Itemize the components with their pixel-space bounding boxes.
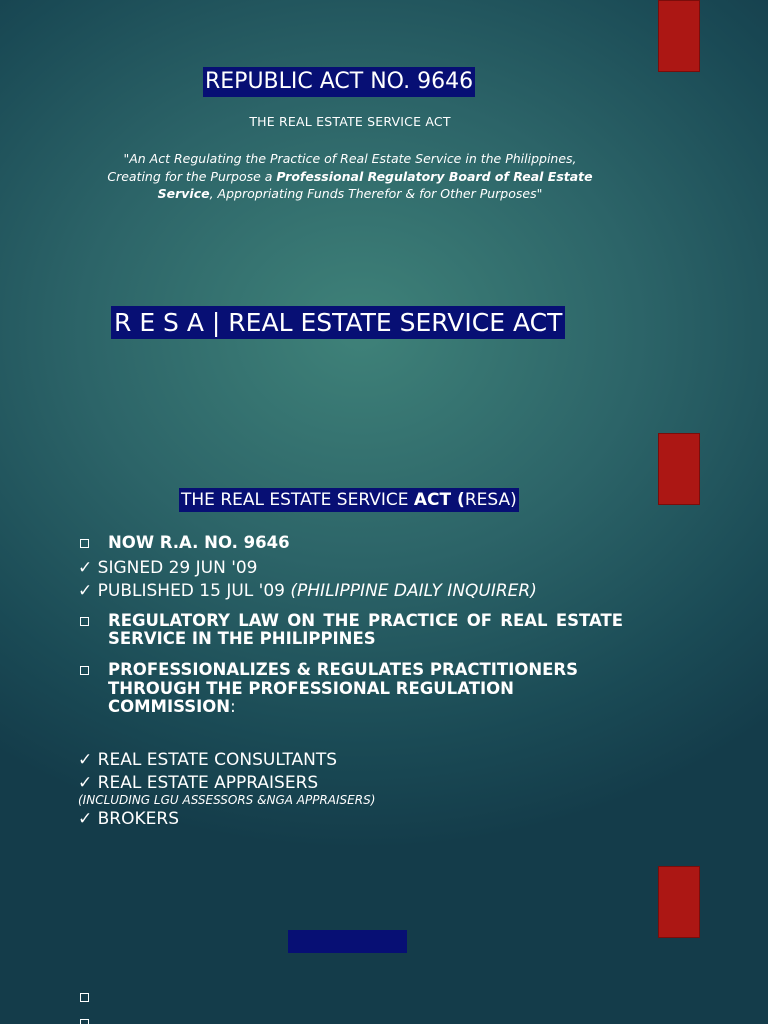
bullet-item-line: SERVICE IN THE PHILIPPINES xyxy=(108,629,376,648)
title-bar xyxy=(288,930,407,953)
bullet-colon: : xyxy=(230,697,236,716)
title-bold: ACT ( xyxy=(413,490,465,510)
title-text-2: RESA) xyxy=(464,490,517,510)
square-bullet-icon xyxy=(80,993,89,1002)
slide-title xyxy=(179,488,519,512)
resa-heading: R E S A | REAL ESTATE SERVICE ACT xyxy=(111,306,565,339)
bullet-item-line xyxy=(108,698,236,716)
slide-2 xyxy=(0,433,768,863)
square-bullet-icon xyxy=(80,666,89,675)
check-italic: (PHILIPPINE DAILY INQUIRER) xyxy=(290,581,537,601)
quote-text-2: , Appropriating Funds Therefor & for Other Purposes" xyxy=(209,186,543,201)
bullet-text: COMMISSION xyxy=(108,697,231,716)
red-corner-tab xyxy=(658,433,700,505)
check-item: ✓ REAL ESTATE APPRAISERS xyxy=(78,773,319,793)
slide-1 xyxy=(0,0,768,420)
bullet-item-line: PROFESSIONALIZES & REGULATES PRACTITIONERS xyxy=(108,660,579,679)
quote-text-1: "An Act Regulating the Practice of Real Estate Service in the Philippines, Creating for the Purpose a xyxy=(107,151,577,184)
red-corner-tab xyxy=(658,0,700,72)
slide-title: REPUBLIC ACT NO. 9646 xyxy=(203,67,475,97)
bullet-item-line: REGULATORY LAW ON THE PRACTICE OF REAL ESTATE xyxy=(108,611,623,630)
slide-3 xyxy=(0,866,768,1024)
bullet-item-line: THROUGH THE PROFESSIONAL REGULATION xyxy=(108,679,514,698)
quote-bold: Professional Regulatory Board of Real Estate Service xyxy=(157,168,593,201)
square-bullet-icon xyxy=(80,1019,89,1024)
check-text: ✓ PUBLISHED 15 JUL '09 xyxy=(78,581,291,601)
check-item: ✓ BROKERS xyxy=(78,809,179,829)
red-corner-tab xyxy=(658,866,700,938)
bullet-item: NOW R.A. NO. 9646 xyxy=(108,533,290,552)
slide-subtitle: THE REAL ESTATE SERVICE ACT xyxy=(249,114,451,129)
check-item xyxy=(78,580,537,602)
check-item: ✓ SIGNED 29 JUN '09 xyxy=(78,558,258,578)
square-bullet-icon xyxy=(80,617,89,626)
check-note: (INCLUDING LGU ASSESSORS &NGA APPRAISERS) xyxy=(78,793,376,807)
title-text-1: THE REAL ESTATE SERVICE xyxy=(181,490,414,510)
square-bullet-icon xyxy=(80,539,89,548)
act-quote xyxy=(98,150,602,203)
check-item: ✓ REAL ESTATE CONSULTANTS xyxy=(78,750,338,770)
